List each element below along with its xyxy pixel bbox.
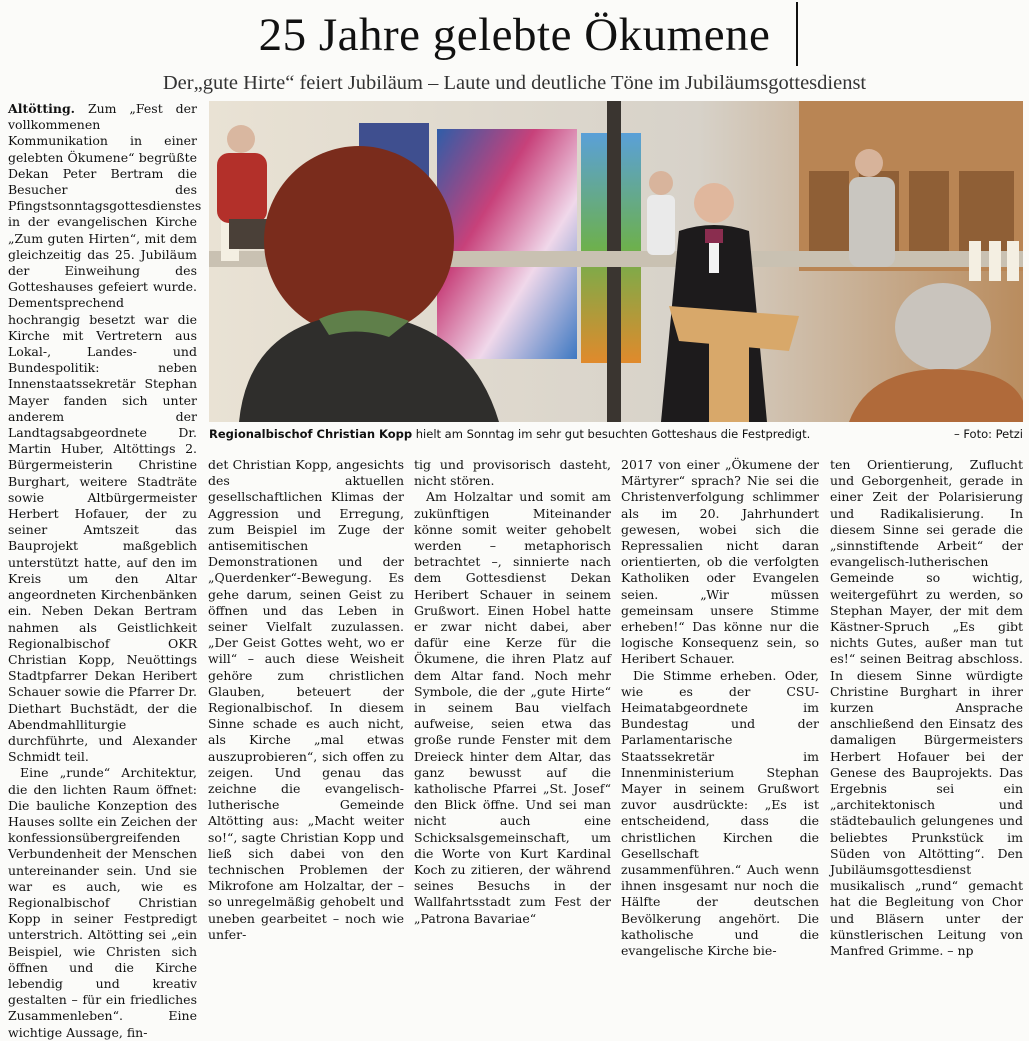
girl-altar-server [647,171,675,255]
paragraph: 2017 von einer „Ökumene der Märtyrer“ sprach? Nie sei die Christenverfolgung schlimmer als im 20. Jahrhundert gewesen, wobei sich die Repressalien nicht daran orientierten, ob die verfolgten Katholiken oder Evangelen seien. „Wir müssen gemeinsam unsere Stimme erheben!“ Das könne nur die logische Konsequenz sein, so Heribert Schauer. [621,457,819,667]
photo-credit: – Foto: Petzi [953,427,1023,441]
paragraph: Eine „runde“ Architektur, die den lichten Raum öffnet: Die bauliche Konzeption des Hauses sollte ein Zeichen der konfessionsübergreifenden Verbundenheit der Menschen untereinander sein. Und sie war es auch, wie es Regionalbischof Christian Kopp in seiner Festpredigt unterstrich. Altötting sei „ein Beispiel, wie Christen sich öffnen und die Kirche lebendig und kreativ gestalten – für ein friedliches Zusammenleben“. Eine wichtige Aussage, fin- [8,765,197,1040]
text-column-5 [830,457,1023,959]
article-photo [209,101,1023,422]
paragraph: tig und provisorisch dasteht, nicht stören. [414,457,611,489]
paragraph: ten Orientierung, Zuflucht und Geborgenheit, gerade in einer Zeit der Polarisierung und Radikalisierung. In diesem Sinne sei gerade die „sinnstiftende Arbeit“ der evangelisch-lutherischen Gemeinde so wichtig, weitergeführt zu werden, so Stephan Mayer, der mit dem Kästner-Spruch „Es gibt nichts Gutes, außer man tut es!“ seinen Beitrag abschloss. In diesem Sinne würdigte Christine Burghart in ihrer kurzen Ansprache anschließend den Einsatz des damaligen Bürgermeisters Herbert Hofauer bei der Genese des Bauprojekts. Das Ergebnis sei ein „architektonisch und städtebaulich gelungenes und beliebtes Prunkstück im Süden von Altötting“. Den Jubiläumsgottesdienst musikalisch „rund“ gemacht hat die Begleitung von Chor und Bläsern unter der künstlerischen Leitung von Manfred Grimme. – np [830,457,1023,959]
text-column-2 [208,457,404,942]
caption-text: hielt am Sonntag im sehr gut besuchten Gotteshaus die Festpredigt. [412,427,811,441]
paragraph-text: Zum „Fest der vollkommenen Kommunikation in einer gelebten Ökumene“ begrüßte Dekan Peter Bertram die Besucher des Pfingstsonntagsgottesdienstes in der evangelischen Kirche „Zum guten Hirten“, mit dem gleichzeitig das 25. Jubiläum der Einweihung des Gotteshauses gefeiert wurde. Dementsprechend hochrangig besetzt war die Kirche mit Vertretern aus Lokal-, Landes- und Bundespolitik: neben Innenstaatssekretär Stephan Mayer fanden sich unter anderem der Landtagsabgeordnete Dr. Martin Huber, Altöttings 2. Bürgermeisterin Christine Burghart, weitere Stadträte sowie Altbürgermeister Herbert Hofauer, der zu seiner Amtszeit das Bauprojekt maßgeblich unterstützt hatte, auf den im Kreis um den Altar angeordneten Kirchenbänken ein. Neben Dekan Bertram nahmen als Geistlichkeit Regionalbischof OKR Christian Kopp, Neuöttings Stadtpfarrer Dekan Heribert Schauer sowie die Pfarrer Dr. Diethart Buchstädt, der die Abendmahlliturgie durchführte, und Alexander Schmidt teil. [8,101,202,765]
article-headline: 25 Jahre gelebte Ökumene [258,9,771,61]
wall-painting-2 [437,129,577,359]
text-column-3 [414,457,611,926]
paragraph: Die Stimme erheben. Oder, wie es der CSU-Heimatabgeordnete im Bundestag und der Parlamentarische Staatssekretär im Innenministerium Stephan Mayer in seinem Grußwort zuvor ausdrückte: „Es ist entscheidend, dass die christlichen Kirchen die Gesellschaft zusammenführen.“ Auch wenn ihnen insgesamt nur noch die Hälfte der deutschen Bevölkerung angehört. Die katholische und die evangelische Kirche bie- [621,667,819,959]
paragraph: Am Holzaltar und somit am zukünftigen Miteinander könne somit weiter gehobelt werden – metaphorisch betrachtet –, sinnierte nach dem Gottesdienst Dekan Heribert Schauer in seinem Grußwort. Einen Hobel hatte er zwar nicht dabei, aber dafür eine Kerze für die Ökumene, die ihren Platz auf dem Altar fand. Noch mehr Symbole, die der „gute Hirte“ in seinem Bau vielfach aufweise, seien etwa das große runde Fenster mit dem Dreieck hinter dem Altar, das ganz bewusst auf die katholische Pfarrei „St. Josef“ den Blick öffne. Und sei man nicht auch eine Schicksalsgemeinschaft, um die Worte von Kurt Kardinal Koch zu zitieren, der während seines Besuchs in der Wallfahrtsstadt zum Fest der „Patrona Bavariae“ [414,489,611,926]
paragraph [8,101,202,765]
dateline: Altötting. [8,101,76,116]
caption-lead: Regionalbischof Christian Kopp [209,427,413,441]
photo-caption [209,426,1023,442]
headline-divider [796,2,798,66]
organ-grille [809,171,1014,261]
church-service-photo [209,101,1023,422]
article-subheadline: Der„gute Hirte“ feiert Jubiläum – Laute und deutliche Töne im Jubiläumsgottesdienst [162,72,867,94]
text-column-1 [8,101,202,1040]
text-column-4 [621,457,819,959]
paragraph: det Christian Kopp, angesichts des aktuellen gesellschaftlichen Klimas der Aggression und Erregung, zum Beispiel im Zuge der antisemitischen Demonstrationen und der „Querdenker“-Bewegung. Es gehe darum, seinen Geist zu öffnen und das Leben in seiner Vielfalt zuzulassen. „Der Geist Gottes weht, wo er will“ – auch diese Weisheit gehöre zum christlichen Glauben, beteuert der Regionalbischof. In diesem Sinne schade es auch nicht, als Kirche „mal etwas auszuprobieren“, sich offen zu zeigen. Und genau das zeichne die evangelisch-lutherische Gemeinde Altötting aus: „Macht weiter so!“, sagte Christian Kopp und ließ sich dabei von den technischen Problemen der Mikrofone am Holzaltar, der – so unregelmäßig gehobelt und uneben gearbeitet – noch wie unfer- [208,457,404,942]
